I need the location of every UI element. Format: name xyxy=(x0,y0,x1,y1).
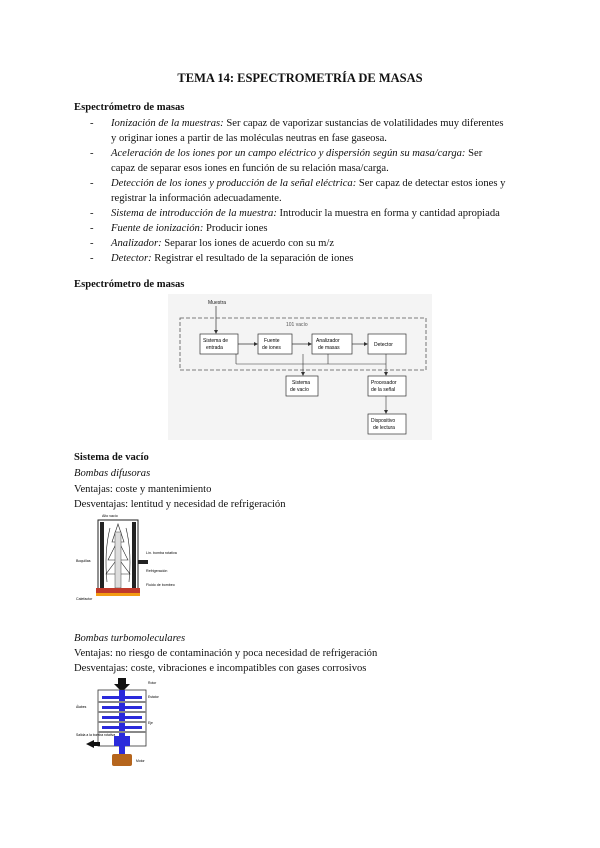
vacuum-system-box xyxy=(286,376,318,396)
motor-block xyxy=(112,754,132,766)
rotor-label: Rotor xyxy=(148,681,157,685)
vacuum-label-1: Sistema xyxy=(292,380,311,386)
fluid-label: Fluido de bombeo xyxy=(146,583,175,587)
section-heading-vacuum: Sistema de vacío xyxy=(74,452,149,463)
exhaust-label: Salida a la bomba rotativa xyxy=(76,733,116,737)
motor-label: Motor xyxy=(136,759,145,763)
diffusion-pump-figure xyxy=(74,512,177,610)
mass-analyzer-box xyxy=(312,334,352,354)
signal-processor-box xyxy=(368,376,406,396)
rotary-line-label: Lín. bomba rotativa xyxy=(146,551,177,555)
inlet-system-box xyxy=(200,334,238,354)
component-list xyxy=(74,116,534,266)
list-item: - Ionización de la muestras: Ser capaz de vaporizar sustancias de volatilidades muy diferentes y originar iones a partir de las moléculas neutras en fase gaseosa. xyxy=(74,116,534,146)
source-label-2: de iones xyxy=(262,345,281,351)
shaft-label: Eje xyxy=(148,721,153,725)
readout-label-1: Dispositivo xyxy=(371,418,396,424)
processor-label-2: de la señal xyxy=(371,387,396,393)
section-heading-spectrometer: Espectrómetro de masas xyxy=(74,102,185,113)
detector-label: Detector xyxy=(374,342,393,348)
source-label-1: Fuente xyxy=(264,338,280,344)
vacuum-label: 101 vacío xyxy=(286,322,308,328)
diffusion-advantages: Ventajas: coste y mantenimiento xyxy=(74,484,212,495)
cooling-label: Refrigeración xyxy=(146,569,168,573)
spectrometer-block-diagram xyxy=(168,294,432,440)
ion-source-box xyxy=(258,334,292,354)
list-item: - Aceleración de los iones por un campo eléctrico y dispersión según su masa/carga: Ser capaz de separar esos iones en función de su relación masa/carga. xyxy=(74,146,534,176)
list-item: - Sistema de introducción de la muestra: Introducir la muestra en forma y cantidad apropiada xyxy=(74,206,534,221)
stator-label: Estator xyxy=(148,695,159,699)
turbo-advantages: Ventajas: no riesgo de contaminación y poca necesidad de refrigeración xyxy=(74,648,378,659)
list-item: - Fuente de ionización: Producir iones xyxy=(74,221,534,236)
list-item: - Detección de los iones y producción de la señal eléctrica: Ser capaz de detectar estos iones y registrar la información adecuadamente. xyxy=(74,176,534,206)
page-title: TEMA 14: ESPECTROMETRÍA DE MASAS xyxy=(177,71,423,85)
heater-label: Calefactor xyxy=(76,597,93,601)
list-item: - Analizador: Separar los iones de acuerdo con su m/z xyxy=(74,236,534,251)
list-item: - Detector: Registrar el resultado de la separación de iones xyxy=(74,251,534,266)
diffusion-disadvantages: Desventajas: lentitud y necesidad de refrigeración xyxy=(74,499,286,510)
turbo-pump-title: Bombas turbomoleculares xyxy=(74,633,186,644)
readout-label-2: de lectura xyxy=(373,425,395,431)
analyzer-label-2: de masas xyxy=(318,345,340,351)
analyzer-label-1: Analizador xyxy=(316,338,340,344)
turbomolecular-pump-figure xyxy=(74,676,174,768)
diffusion-pump-title: Bombas difusoras xyxy=(74,468,151,479)
readout-device-box xyxy=(368,414,406,434)
vacuum-label-2: de vacío xyxy=(290,387,309,393)
inlet-label-2: entrada xyxy=(206,345,223,351)
turbo-disadvantages: Desventajas: coste, vibraciones e incompatibles con gases corrosivos xyxy=(74,663,367,674)
inlet-label-1: Sistema de xyxy=(203,338,229,344)
nozzles-label: Boquillas xyxy=(76,559,91,563)
processor-label-1: Procesador xyxy=(371,380,397,386)
diffusion-top-label: Alto vacío xyxy=(102,514,118,518)
sample-label: Muestra xyxy=(208,300,227,306)
blades-label: Álabes xyxy=(76,705,87,709)
section-heading-spectrometer-diagram: Espectrómetro de masas xyxy=(74,279,185,290)
